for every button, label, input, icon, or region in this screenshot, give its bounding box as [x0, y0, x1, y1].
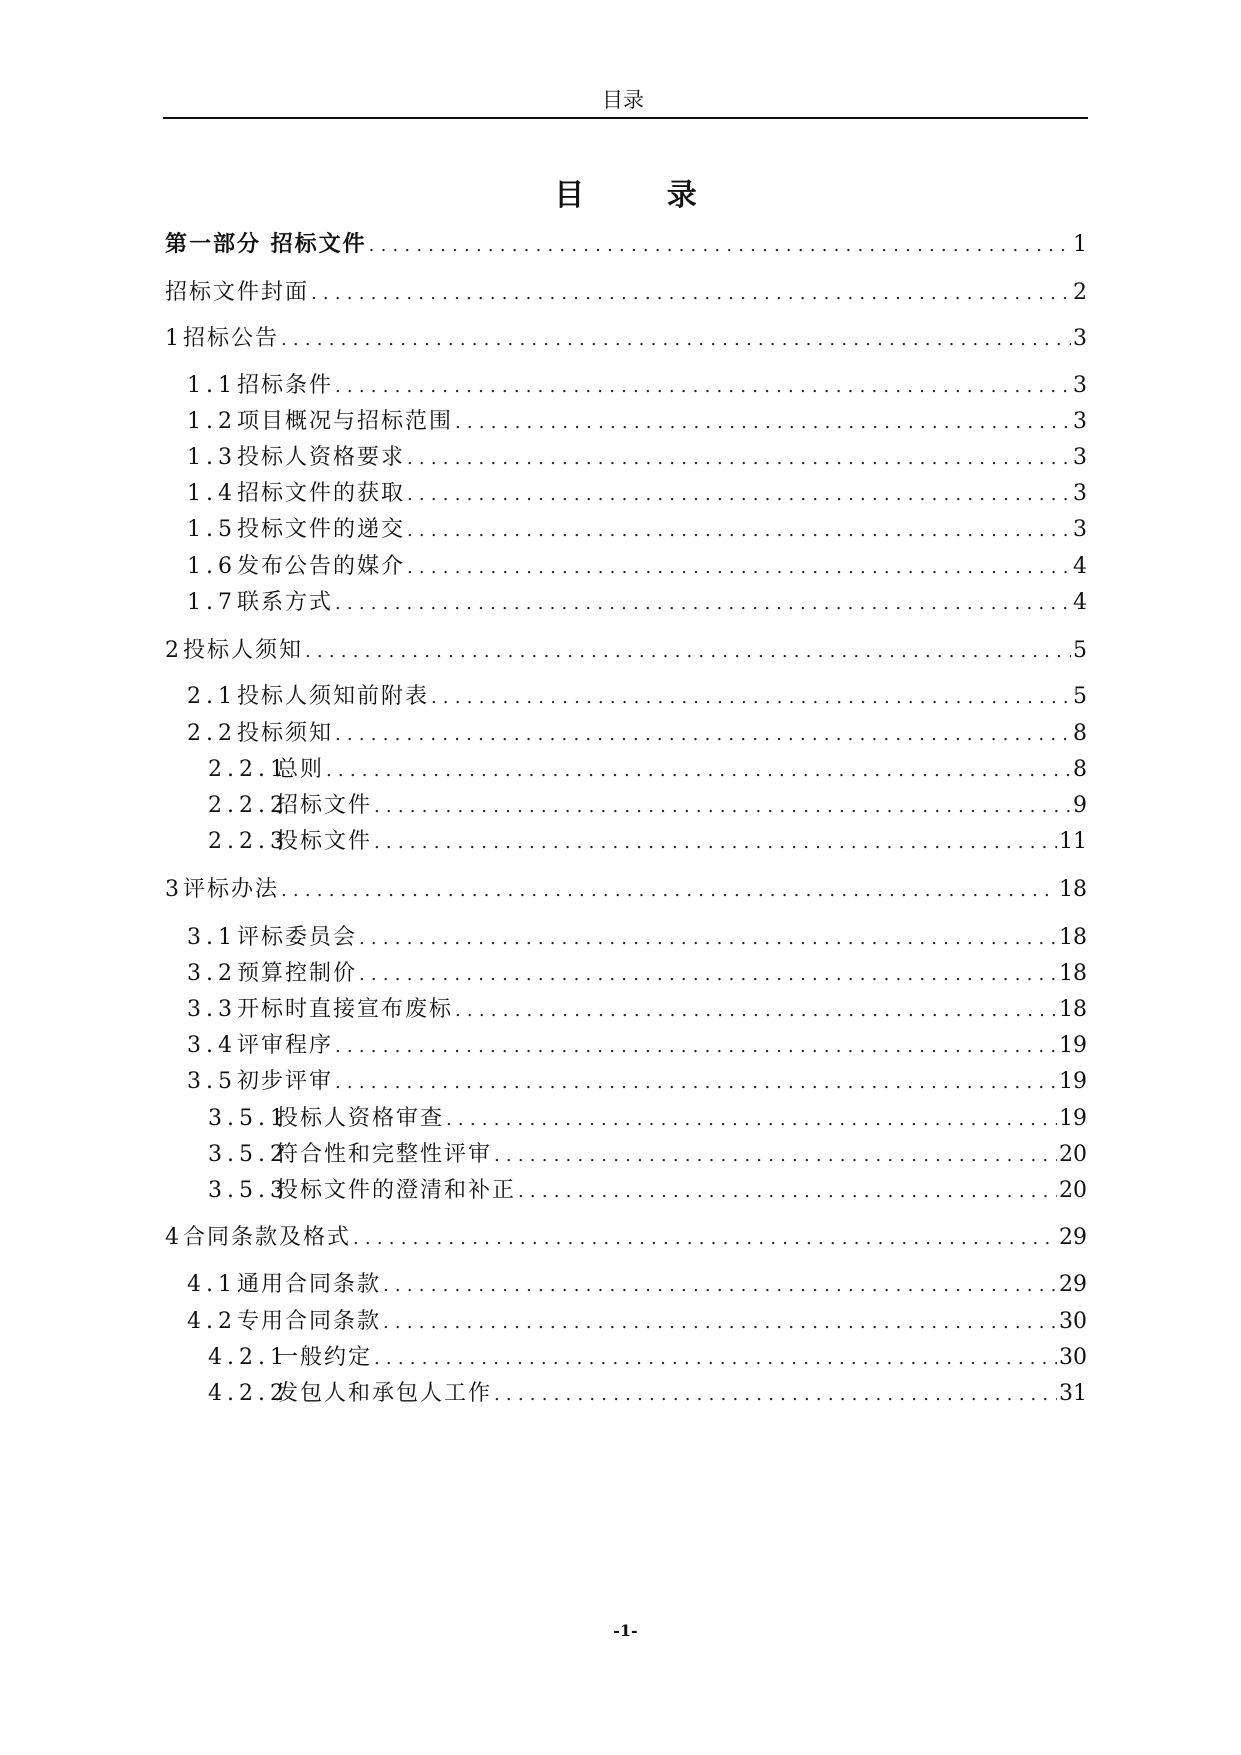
toc-entry-number: 1.4 — [187, 481, 237, 506]
toc-entry-label: 评标办法 — [183, 877, 280, 902]
toc-dot-leader — [455, 995, 1057, 1027]
toc-entry-number: 3.5.2 — [208, 1142, 289, 1167]
toc-entry-page-number: 19 — [1059, 1106, 1087, 1131]
toc-entry[interactable] — [208, 1103, 1087, 1135]
toc-entry[interactable] — [187, 478, 1087, 510]
toc-entry-label: 总则 — [276, 757, 325, 782]
toc-dot-leader — [369, 230, 1071, 262]
toc-entry-label: 招标条件 — [237, 373, 334, 398]
toc-dot-leader — [311, 278, 1071, 310]
toc-entry-number: 4.2.2 — [208, 1381, 289, 1406]
toc-dot-leader — [335, 1067, 1057, 1099]
toc-entry[interactable] — [208, 1342, 1087, 1374]
toc-dot-leader — [446, 1104, 1057, 1136]
page-title: 目 录 — [554, 178, 733, 213]
toc-dot-leader — [353, 1223, 1057, 1255]
toc-dot-leader — [383, 1307, 1057, 1339]
toc-entry-number: 1.6 — [187, 554, 237, 579]
toc-entry[interactable] — [187, 551, 1087, 583]
toc-entry[interactable] — [208, 754, 1087, 786]
toc-entry-label: 招标公告 — [183, 326, 280, 351]
toc-entry-number: 2.2.3 — [208, 829, 289, 854]
page-number: -1- — [613, 1621, 638, 1640]
toc-entry-number: 1.5 — [187, 517, 237, 542]
toc-entry-label: 合同条款及格式 — [183, 1225, 352, 1250]
toc-entry-number: 4.1 — [187, 1272, 237, 1297]
toc-dot-leader — [281, 324, 1071, 356]
toc-entry-number: 1.2 — [187, 409, 237, 434]
toc-dot-leader — [374, 827, 1057, 859]
toc-entry-label: 投标人须知前附表 — [237, 684, 430, 709]
toc-entry-page-number: 29 — [1059, 1272, 1087, 1297]
toc-entry-number: 3.5 — [187, 1069, 237, 1094]
toc-entry-page-number: 4 — [1073, 590, 1087, 615]
toc-entry-page-number: 4 — [1073, 554, 1087, 579]
toc-entry-label: 第一部分 招标文件 — [165, 231, 367, 257]
toc-entry-page-number: 1 — [1073, 232, 1087, 257]
toc-entry[interactable] — [208, 790, 1087, 822]
toc-entry[interactable] — [187, 718, 1087, 750]
toc-entry-label: 招标文件的获取 — [237, 481, 406, 506]
toc-entry-label: 投标人资格要求 — [237, 445, 406, 470]
toc-dot-leader — [335, 1031, 1057, 1063]
toc-dot-leader — [359, 959, 1057, 991]
toc-entry[interactable] — [165, 277, 1087, 309]
toc-entry-label: 发布公告的媒介 — [237, 554, 406, 579]
toc-dot-leader — [335, 588, 1071, 620]
toc-entry-number: 3.5.1 — [208, 1106, 289, 1131]
toc-entry-page-number: 18 — [1059, 961, 1087, 986]
toc-entry[interactable] — [165, 323, 1087, 355]
toc-entry-page-number: 3 — [1073, 481, 1087, 506]
toc-entry-number: 3 — [165, 877, 183, 902]
toc-entry-number: 3.1 — [187, 925, 237, 950]
toc-entry-label: 预算控制价 — [237, 961, 358, 986]
toc-dot-leader — [518, 1176, 1057, 1208]
toc-entry[interactable] — [165, 874, 1087, 906]
toc-entry-page-number: 18 — [1059, 997, 1087, 1022]
toc-entry-page-number: 3 — [1073, 409, 1087, 434]
toc-entry-number: 2.2 — [187, 721, 237, 746]
toc-entry-page-number: 18 — [1059, 877, 1087, 902]
toc-entry-label: 项目概况与招标范围 — [237, 409, 454, 434]
toc-entry-label: 投标文件 — [276, 829, 373, 854]
toc-entry[interactable] — [187, 1030, 1087, 1062]
toc-entry-page-number: 20 — [1059, 1178, 1087, 1203]
toc-entry-page-number: 30 — [1059, 1345, 1087, 1370]
toc-entry-page-number: 20 — [1059, 1142, 1087, 1167]
toc-dot-leader — [455, 407, 1071, 439]
toc-entry-page-number: 18 — [1059, 925, 1087, 950]
toc-entry-number: 1.3 — [187, 445, 237, 470]
toc-dot-leader — [281, 875, 1057, 907]
toc-entry[interactable] — [165, 635, 1087, 667]
toc-entry[interactable] — [187, 681, 1087, 713]
toc-dot-leader — [407, 515, 1071, 547]
toc-dot-leader — [374, 791, 1071, 823]
toc-dot-leader — [407, 443, 1071, 475]
toc-dot-leader — [359, 923, 1057, 955]
toc-entry-number: 3.2 — [187, 961, 237, 986]
toc-entry-number: 4 — [165, 1225, 183, 1250]
toc-entry-label: 投标人须知 — [183, 638, 304, 663]
toc-dot-leader — [326, 755, 1071, 787]
toc-entry-label: 招标文件封面 — [165, 280, 310, 305]
toc-entry-number: 3.5.3 — [208, 1178, 289, 1203]
toc-entry-number: 1 — [165, 326, 183, 351]
toc-entry-page-number: 2 — [1073, 280, 1087, 305]
toc-entry[interactable] — [208, 826, 1087, 858]
toc-entry[interactable] — [187, 587, 1087, 619]
toc-entry[interactable] — [187, 1269, 1087, 1301]
toc-dot-leader — [383, 1270, 1057, 1302]
running-header: 目录 — [602, 88, 644, 112]
toc-entry-page-number: 3 — [1073, 326, 1087, 351]
toc-entry-label: 通用合同条款 — [237, 1272, 382, 1297]
toc-entry-label: 初步评审 — [237, 1069, 334, 1094]
toc-dot-leader — [494, 1140, 1057, 1172]
toc-entry-label: 符合性和完整性评审 — [276, 1142, 493, 1167]
toc-entry-label: 投标人资格审查 — [276, 1106, 445, 1131]
toc-dot-leader — [305, 636, 1071, 668]
toc-entry-page-number: 31 — [1059, 1381, 1087, 1406]
toc-entry-label: 投标文件的澄清和补正 — [276, 1178, 517, 1203]
toc-entry-page-number: 11 — [1059, 829, 1087, 854]
toc-entry-label: 联系方式 — [237, 590, 334, 615]
toc-entry-page-number: 5 — [1073, 684, 1087, 709]
toc-entry[interactable] — [165, 228, 1087, 260]
toc-entry-label: 一般约定 — [276, 1345, 373, 1370]
toc-entry-number: 1.7 — [187, 590, 237, 615]
toc-entry[interactable] — [187, 958, 1087, 990]
toc-entry-label: 投标文件的递交 — [237, 517, 406, 542]
toc-entry-page-number: 8 — [1073, 757, 1087, 782]
toc-entry-number: 2 — [165, 638, 183, 663]
toc-dot-leader — [407, 479, 1071, 511]
toc-entry-page-number: 3 — [1073, 445, 1087, 470]
toc-dot-leader — [335, 719, 1071, 751]
toc-dot-leader — [407, 552, 1071, 584]
toc-dot-leader — [335, 371, 1071, 403]
toc-entry[interactable] — [208, 1175, 1087, 1207]
toc-entry-page-number: 3 — [1073, 517, 1087, 542]
toc-entry-label: 专用合同条款 — [237, 1309, 382, 1334]
toc-entry-page-number: 5 — [1073, 638, 1087, 663]
toc-entry-label: 招标文件 — [276, 793, 373, 818]
toc-entry[interactable] — [187, 370, 1087, 402]
toc-entry-number: 2.2.1 — [208, 757, 289, 782]
toc-entry-page-number: 3 — [1073, 373, 1087, 398]
toc-entry-label: 发包人和承包人工作 — [276, 1381, 493, 1406]
toc-entry[interactable] — [208, 1139, 1087, 1171]
toc-entry[interactable] — [187, 1306, 1087, 1338]
toc-entry[interactable] — [187, 442, 1087, 474]
toc-dot-leader — [431, 682, 1071, 714]
toc-entry-page-number: 8 — [1073, 721, 1087, 746]
toc-entry[interactable] — [187, 922, 1087, 954]
toc-entry-number: 1.1 — [187, 373, 237, 398]
toc-entry-label: 投标须知 — [237, 721, 334, 746]
toc-entry-page-number: 29 — [1059, 1225, 1087, 1250]
toc-entry[interactable] — [187, 994, 1087, 1026]
toc-entry-page-number: 30 — [1059, 1309, 1087, 1334]
toc-entry-page-number: 19 — [1059, 1069, 1087, 1094]
toc-entry-number: 3.3 — [187, 997, 237, 1022]
toc-dot-leader — [374, 1343, 1057, 1375]
toc-entry-label: 评审程序 — [237, 1033, 334, 1058]
toc-entry-number: 2.2.2 — [208, 793, 289, 818]
toc-entry-label: 开标时直接宣布废标 — [237, 997, 454, 1022]
toc-entry[interactable] — [187, 406, 1087, 438]
toc-entry[interactable] — [187, 1066, 1087, 1098]
toc-entry-page-number: 19 — [1059, 1033, 1087, 1058]
toc-entry-number: 4.2 — [187, 1309, 237, 1334]
toc-dot-leader — [494, 1379, 1057, 1411]
toc-entry-number: 2.1 — [187, 684, 237, 709]
toc-entry-page-number: 9 — [1073, 793, 1087, 818]
toc-entry-number: 4.2.1 — [208, 1345, 289, 1370]
toc-entry[interactable] — [165, 1222, 1087, 1254]
toc-entry-label: 评标委员会 — [237, 925, 358, 950]
toc-entry[interactable] — [187, 514, 1087, 546]
toc-entry[interactable] — [208, 1378, 1087, 1410]
toc-entry-number: 3.4 — [187, 1033, 237, 1058]
